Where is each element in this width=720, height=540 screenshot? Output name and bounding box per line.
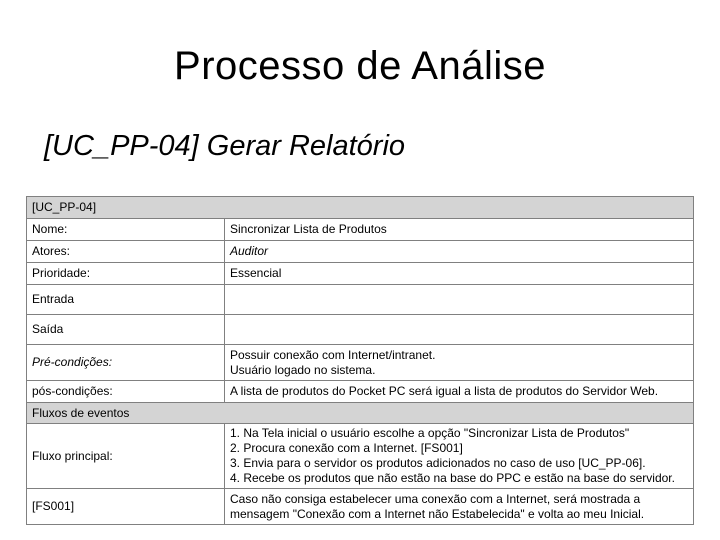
fluxo-step: 3. Envia para o servidor os produtos adicionados no caso de uso [UC_PP-06].: [230, 456, 646, 470]
slide-title: Processo de Análise: [174, 44, 546, 88]
fluxo-step: 2. Procura conexão com a Internet. [FS001]: [230, 441, 463, 455]
atores-label: Atores:: [27, 241, 225, 263]
table-row: [27, 219, 694, 241]
pre-condicoes-label: Pré-condições:: [27, 345, 225, 381]
fluxo-step: 1. Na Tela inicial o usuário escolhe a opção "Sincronizar Lista de Produtos": [230, 426, 630, 440]
pos-condicoes-value: A lista de produtos do Pocket PC será igual a lista de produtos do Servidor Web.: [225, 381, 694, 403]
table-header-row: [27, 197, 694, 219]
fluxo-principal-steps: [225, 424, 694, 489]
table-row: [27, 263, 694, 285]
use-case-table: [26, 196, 694, 525]
atores-value: Auditor: [225, 241, 694, 263]
table-row: [27, 241, 694, 263]
table-row: [27, 345, 694, 381]
pre-condicao-line: Usuário logado no sistema.: [230, 362, 376, 377]
entrada-label: Entrada: [27, 285, 225, 315]
table-row: [27, 489, 694, 525]
fluxo-step: 4. Recebe os produtos que não estão na base do PPC e estão na base do servidor.: [230, 471, 675, 485]
fluxos-header-row: [27, 403, 694, 424]
table-header: [UC_PP-04]: [27, 197, 694, 219]
fluxos-header: Fluxos de eventos: [27, 403, 694, 424]
fs001-value: [225, 489, 694, 525]
entrada-value: [225, 285, 694, 315]
fs001-line: mensagem "Conexão com a Internet não Estabelecida" e volta ao meu Inicial.: [230, 506, 645, 521]
table-row: [27, 424, 694, 489]
prioridade-label: Prioridade:: [27, 263, 225, 285]
nome-value: Sincronizar Lista de Produtos: [225, 219, 694, 241]
nome-label: Nome:: [27, 219, 225, 241]
slide-subtitle: [UC_PP-04] Gerar Relatório: [44, 130, 406, 162]
fs001-line: Caso não consiga estabelecer uma conexão com a Internet, será mostrada a: [230, 491, 641, 506]
fs001-label: [FS001]: [27, 489, 225, 525]
pos-condicoes-label: pós-condições:: [27, 381, 225, 403]
table-row: [27, 315, 694, 345]
table-row: [27, 285, 694, 315]
saida-value: [225, 315, 694, 345]
table-row: [27, 381, 694, 403]
saida-label: Saída: [27, 315, 225, 345]
pre-condicoes-value: [225, 345, 694, 381]
fluxo-principal-label: Fluxo principal:: [27, 424, 225, 489]
pre-condicao-line: Possuir conexão com Internet/intranet.: [230, 347, 436, 362]
prioridade-value: Essencial: [225, 263, 694, 285]
